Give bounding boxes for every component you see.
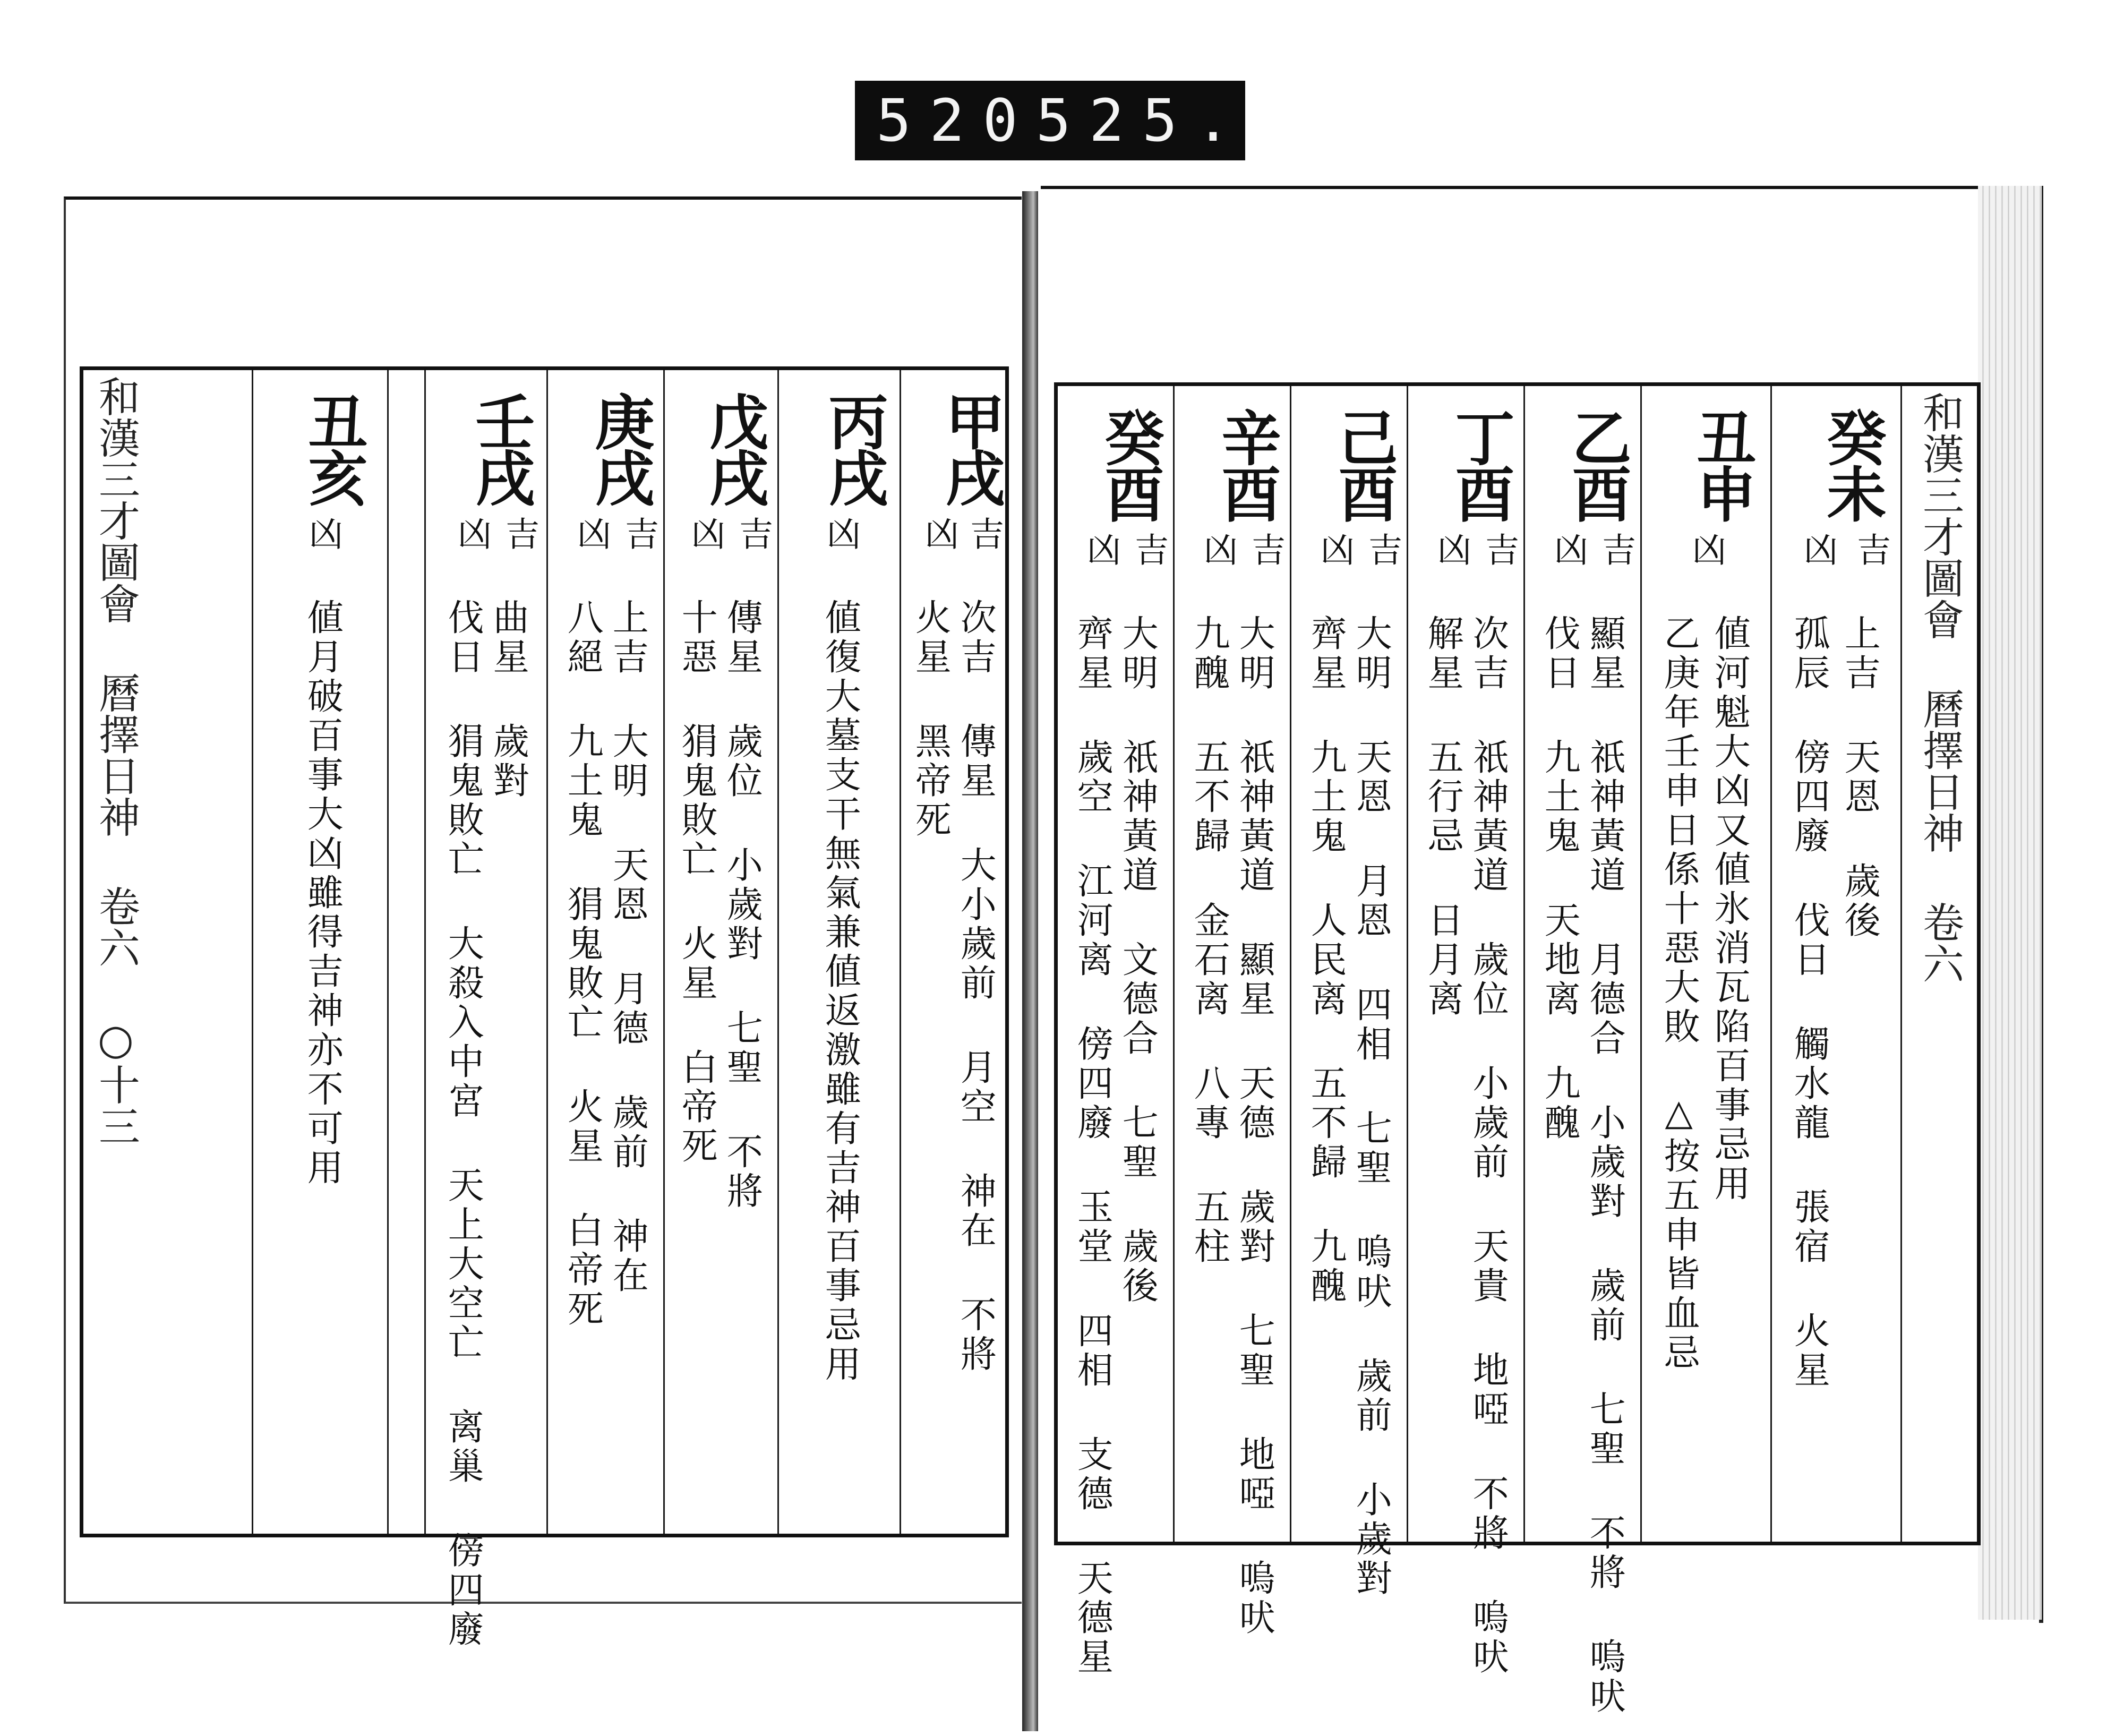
entry-column: [1525, 386, 1642, 1716]
blank-column: [131, 370, 253, 1534]
entry-column: [426, 370, 548, 1649]
entry-text-line: 九醜 五不歸 金石离 八專 五柱: [1188, 614, 1230, 1267]
entry-text-line: 解星 五行忌 日月离: [1421, 614, 1464, 1019]
entry-text-line: 乙庚年壬申日係十惡大敗 △按五申皆血忌: [1658, 614, 1700, 1373]
auspicious-mark: 吉: [500, 516, 539, 550]
entry-column: [901, 370, 1009, 1534]
auspicious-mark: 吉: [1363, 532, 1402, 566]
inauspicious-mark: 凶: [303, 516, 342, 550]
entry-column: [779, 370, 901, 1534]
inauspicious-mark: 凶: [919, 516, 958, 550]
blank-column: [389, 370, 426, 1534]
inauspicious-mark: 凶: [1315, 532, 1354, 566]
auspicious-mark: 吉: [1851, 532, 1890, 566]
entry-text-line: 大明 祇神黃道 文德合 七聖 歲後: [1116, 614, 1159, 1306]
label-number-left: 520: [876, 87, 1036, 155]
inauspicious-mark: 凶: [1432, 532, 1471, 566]
inauspicious-mark: 凶: [821, 516, 860, 550]
entry-text-line: 齊星 九土鬼 人民离 五不歸 九醜: [1305, 614, 1347, 1306]
entry-heading: 己酉: [1329, 407, 1398, 520]
entry-text-line: 大明 祇神黃道 顯星 天德 歲對 七聖 地啞 嗚吠: [1233, 614, 1275, 1638]
entry-text-line: 伐日 狷鬼敗亡 大殺入中宮 天上大空亡 离巢 傍四廢: [442, 598, 484, 1649]
page-stack-edge: [1978, 186, 2042, 1620]
entry-text-line: 値月破百事大凶雖得吉神亦不可用: [301, 598, 344, 1188]
entry-text-line: 値復大墓支干無氣兼値返激雖有吉神百事忌用: [819, 598, 861, 1384]
entry-text-line: 齊星 歲空 江河离 傍四廢 玉堂 四相 支德 天德星: [1071, 614, 1114, 1677]
entry-heading: 丁酉: [1445, 407, 1515, 520]
entry-text-line: 上吉 大明 天恩 月德 歲前 神在: [606, 598, 649, 1296]
entry-text-line: 次吉 祇神黃道 歲位 小歲前 天貴 地啞 不將 嗚吠: [1467, 614, 1509, 1677]
entry-column: [1175, 386, 1291, 1638]
entry-heading: 甲戌: [936, 391, 1005, 504]
entry-text-line: 十惡 狷鬼敗亡 火星 白帝死: [675, 598, 718, 1166]
entry-column: [1291, 386, 1408, 1598]
entry-text-line: 八絕 九土鬼 狷鬼敗亡 火星 白帝死: [561, 598, 604, 1329]
entry-heading: 癸未: [1817, 407, 1887, 520]
left-margin-title: 和漢三才圖會 曆擇日神 卷六 ○十三: [92, 375, 140, 1147]
entry-column: [1058, 386, 1175, 1677]
entry-heading: 庚戌: [585, 391, 655, 504]
inauspicious-mark: 凶: [686, 516, 725, 550]
book-spine: [1022, 191, 1038, 1731]
inauspicious-mark: 凶: [571, 516, 611, 550]
entry-heading: 壬戌: [466, 391, 535, 504]
entry-text-line: 大明 天恩 月恩 四相 七聖 嗚吠 歲前 小歲對: [1350, 614, 1392, 1598]
entry-text-line: 火星 黑帝死: [909, 598, 952, 840]
auspicious-mark: 吉: [733, 516, 773, 550]
auspicious-mark: 吉: [619, 516, 658, 550]
entry-column: [1772, 386, 1902, 1542]
entry-heading: 辛酉: [1212, 407, 1281, 520]
entry-heading: 癸酉: [1095, 407, 1164, 520]
right-page-frame: [1054, 382, 1981, 1716]
inauspicious-mark: 凶: [1081, 532, 1120, 566]
entry-column: [253, 370, 389, 1534]
entry-heading: 丑亥: [298, 391, 368, 504]
inauspicious-mark: 凶: [1686, 532, 1726, 566]
entry-text-line: 顯星 祇神黃道 月德合 小歲對 歲前 七聖 不將 嗚吠: [1583, 614, 1626, 1716]
left-page-frame: [80, 366, 1009, 1649]
archive-number-label: [855, 81, 1249, 160]
right-margin-title: 和漢三才圖會 曆擇日神 卷六: [1916, 391, 1964, 984]
inauspicious-mark: 凶: [1548, 532, 1588, 566]
entry-column: [1408, 386, 1525, 1677]
entry-text-line: 上吉 天恩 歲後: [1838, 614, 1881, 940]
entry-heading: 乙酉: [1562, 407, 1632, 520]
entry-text-line: 曲星 歲對: [487, 598, 529, 801]
entry-text-line: 伐日 九土鬼 天地离 九醜: [1538, 614, 1581, 1143]
entry-column: [548, 370, 665, 1534]
entry-heading: 丑申: [1687, 407, 1757, 520]
entry-text-line: 次吉 傳星 大小歲前 月空 神在 不將: [954, 598, 997, 1374]
entry-heading: 戊戌: [699, 391, 769, 504]
auspicious-mark: 吉: [1246, 532, 1285, 566]
entry-text-line: 孤辰 傍四廢 伐日 觸水龍 張宿 火星: [1788, 614, 1830, 1390]
entry-column: [1642, 386, 1772, 1542]
entry-column: [665, 370, 779, 1534]
entry-text-line: 値河魁大凶又値氷消瓦陷百事忌用: [1708, 614, 1751, 1204]
auspicious-mark: 吉: [964, 516, 1004, 550]
entry-text-line: 傳星 歲位 小歲對 七聖 不將: [721, 598, 763, 1211]
inauspicious-mark: 凶: [452, 516, 491, 550]
auspicious-mark: 吉: [1479, 532, 1519, 566]
auspicious-mark: 吉: [1129, 532, 1168, 566]
label-number-right: 525.: [1035, 87, 1249, 155]
inauspicious-mark: 凶: [1798, 532, 1837, 566]
inauspicious-mark: 凶: [1198, 532, 1237, 566]
auspicious-mark: 吉: [1596, 532, 1635, 566]
entry-heading: 丙戌: [819, 391, 888, 504]
